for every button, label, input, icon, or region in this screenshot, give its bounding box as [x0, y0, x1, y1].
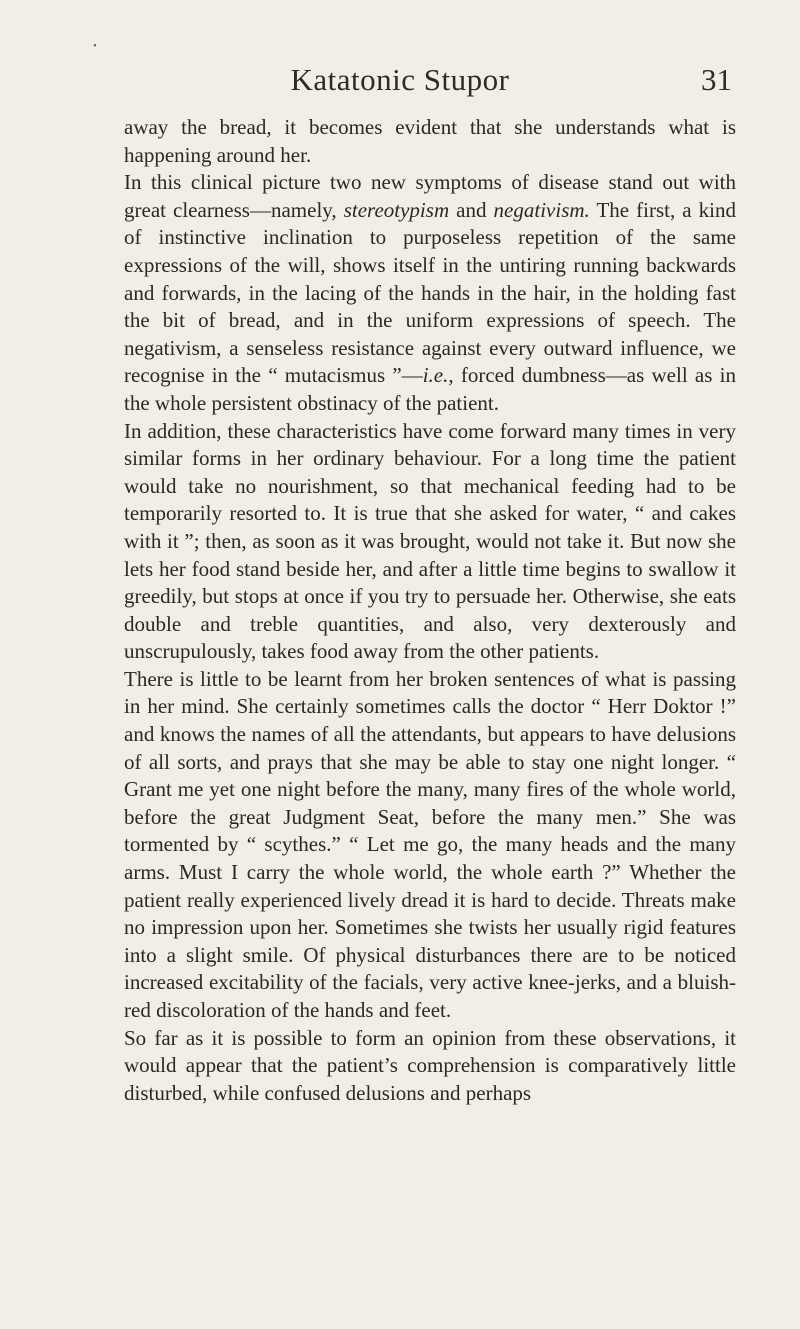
text-run: In addition, these characteristics have come forward many times in very similar forms in her ordinary behaviour. For a long time the patient would take no nourishment, so that mechanical feeding had to be temporarily resorted to. It is true that she asked for water, “ and cakes with it ”; then, as soon as it was brought, would not take it. But now she lets her food stand beside her, and after a little time begins to swallow it greedily, but stops at once if you try to persuade her. Otherwise, she eats double and treble quantities, and also, very dexterously and unscrupulously, takes food away from the other patients. [124, 418, 736, 664]
paragraph [124, 1025, 736, 1108]
running-head: Katatonic Stupor [290, 62, 510, 97]
text-run: and [449, 197, 494, 222]
paragraph [124, 666, 736, 1025]
text-run: away the bread, it becomes evident that she understands what is happening around her. [124, 115, 736, 167]
text-run: There is little to be learnt from her broken sentences of what is passing in her mind. She certainly sometimes calls the doctor “ Herr Doktor !” and knows the names of all the attendants, but appears to have delusions of all sorts, and prays that she may be able to stay one night longer. “ Grant me yet one night before the many, many fires of the whole world, before the great Judgment Seat, before the many men.” She was tormented by “ scythes.” “ Let me go, the many heads and the many arms. Must I carry the whole world, the whole earth ?” Whether the patient really experienced lively dread it is hard to decide. Threats make no impression upon her. Sometimes she twists her usually rigid features into a slight smile. Of physical disturbances there are to be noticed increased excitability of the facials, very active knee-jerks, and a bluish-red discoloration of the hands and feet. [124, 666, 736, 1022]
print-speck: • [93, 40, 97, 52]
italic-term: negativism. [493, 197, 590, 222]
page-header [0, 62, 800, 102]
paragraph [124, 114, 736, 169]
paragraph [124, 169, 736, 417]
text-run: forced dumbness—as well as in the whole persistent obstinacy of the patient. [124, 363, 736, 415]
text-run: So far as it is possible to form an opinion from these observations, it would appear that the patient’s comprehension is comparatively little disturbed, while confused delusions and perhaps [124, 1025, 736, 1105]
body-text [124, 114, 736, 1107]
page-number: 31 [701, 62, 732, 97]
italic-term: stereotypism [343, 197, 450, 222]
text-run: In this clinical picture two new symptoms of disease stand out with great clearness—namely, [124, 170, 736, 222]
text-run: The first, a kind of instinctive inclination to purposeless repetition of the same expressions of the will, shows itself in the untiring running backwards and forwards, in the lacing of the hands in the hair, in the holding fast the bit of bread, and in the uniform expressions of speech. The negativism, a senseless resistance against every outward influence, we recognise in the “ mutacismus ”— [124, 197, 736, 388]
italic-term: i.e., [422, 363, 454, 388]
paragraph [124, 418, 736, 666]
